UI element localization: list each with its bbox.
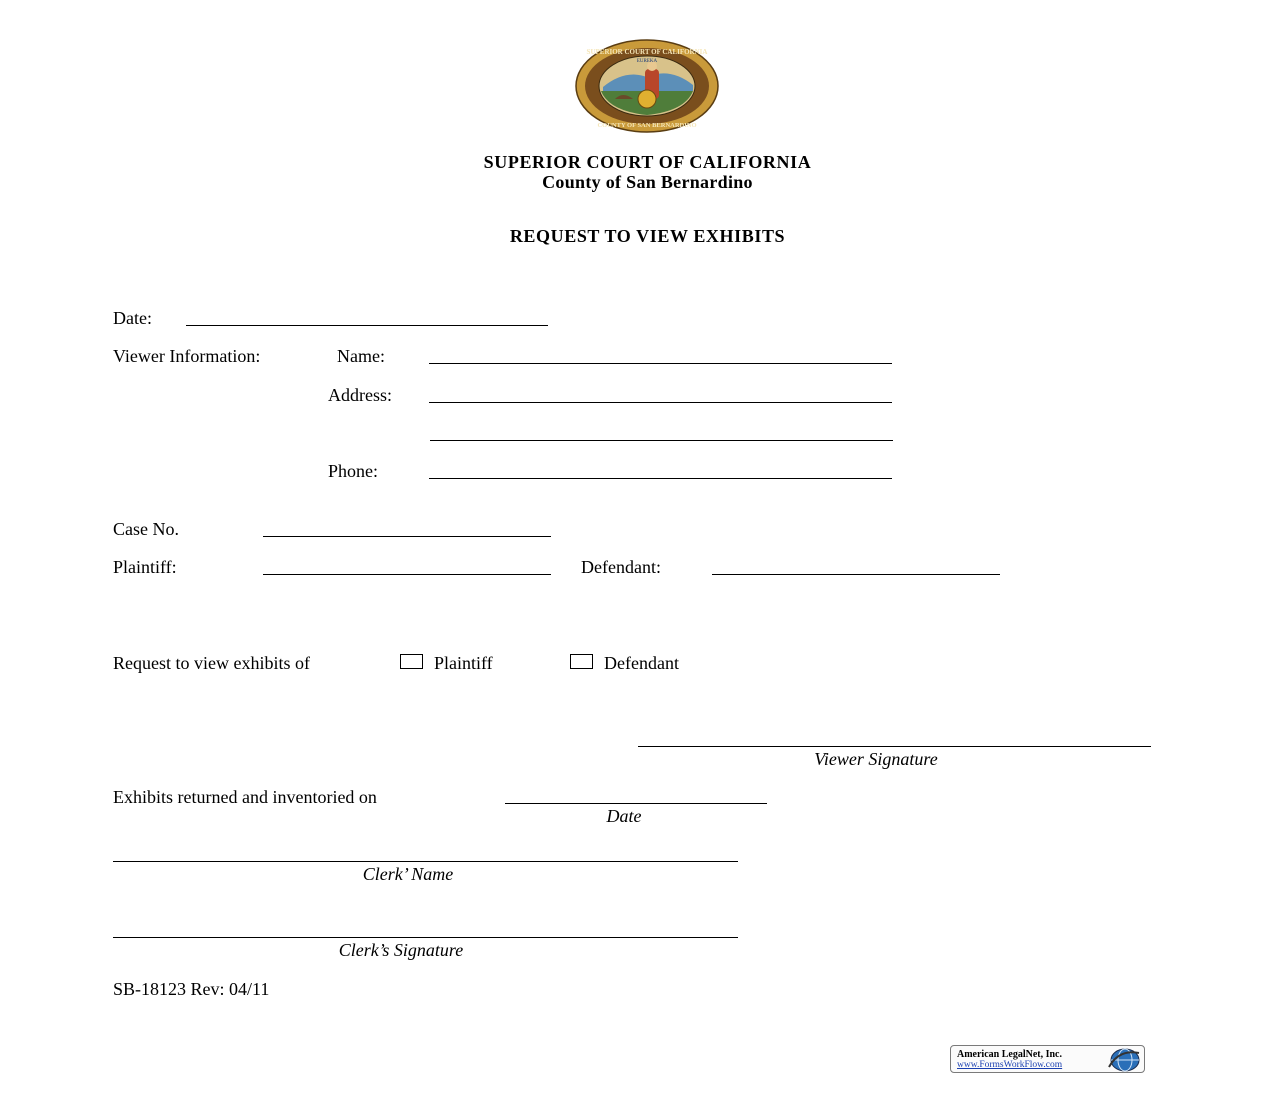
plaintiff-label: Plaintiff: — [113, 557, 177, 577]
plaintiff-field[interactable] — [263, 574, 551, 575]
globe-icon — [1105, 1047, 1141, 1073]
plaintiff-checkbox[interactable] — [400, 654, 423, 669]
vendor-name: American LegalNet, Inc. — [957, 1049, 1062, 1060]
returned-date-field[interactable] — [505, 803, 767, 804]
exhibits-returned-label: Exhibits returned and inventoried on — [113, 787, 377, 807]
plaintiff-option-label: Plaintiff — [434, 653, 493, 673]
address-field-line-2[interactable] — [430, 440, 893, 441]
clerk-name-field[interactable] — [113, 861, 738, 862]
phone-label: Phone: — [328, 461, 379, 481]
vendor-badge[interactable] — [950, 1045, 1145, 1073]
defendant-field[interactable] — [712, 574, 1000, 575]
name-label: Name: — [337, 346, 385, 366]
svg-text:EUREKA: EUREKA — [636, 59, 658, 64]
defendant-label: Defendant: — [581, 557, 661, 577]
court-seal-logo — [575, 39, 719, 133]
address-field-line-1[interactable] — [429, 402, 892, 403]
clerk-signature-field[interactable] — [113, 937, 738, 938]
request-label: Request to view exhibits of — [113, 653, 310, 673]
date-label: Date: — [113, 308, 152, 328]
defendant-option-label: Defendant — [604, 653, 679, 673]
phone-field[interactable] — [429, 478, 892, 479]
returned-date-caption: Date — [606, 806, 642, 826]
clerk-signature-caption: Clerk’s Signature — [338, 940, 464, 960]
form-title: REQUEST TO VIEW EXHIBITS — [509, 226, 786, 246]
viewer-signature-field[interactable] — [638, 746, 1151, 747]
case-number-label: Case No. — [113, 519, 179, 539]
viewer-signature-caption: Viewer Signature — [814, 749, 938, 769]
name-field[interactable] — [429, 363, 892, 364]
viewer-information-label: Viewer Information: — [113, 346, 261, 366]
clerk-name-caption: Clerk’ Name — [362, 864, 454, 884]
date-field[interactable] — [186, 325, 548, 326]
court-name-heading: SUPERIOR COURT OF CALIFORNIA — [483, 152, 812, 172]
defendant-checkbox[interactable] — [570, 654, 593, 669]
county-name-heading: County of San Bernardino — [542, 172, 753, 192]
svg-text:COUNTY OF SAN BERNARDINO: COUNTY OF SAN BERNARDINO — [597, 122, 697, 129]
vendor-link[interactable]: www.FormsWorkFlow.com — [957, 1060, 1063, 1070]
case-number-field[interactable] — [263, 536, 551, 537]
svg-text:SUPERIOR COURT OF CALIFORNIA: SUPERIOR COURT OF CALIFORNIA — [586, 48, 708, 56]
form-number: SB-18123 Rev: 04/11 — [113, 979, 270, 999]
address-label: Address: — [328, 385, 392, 405]
